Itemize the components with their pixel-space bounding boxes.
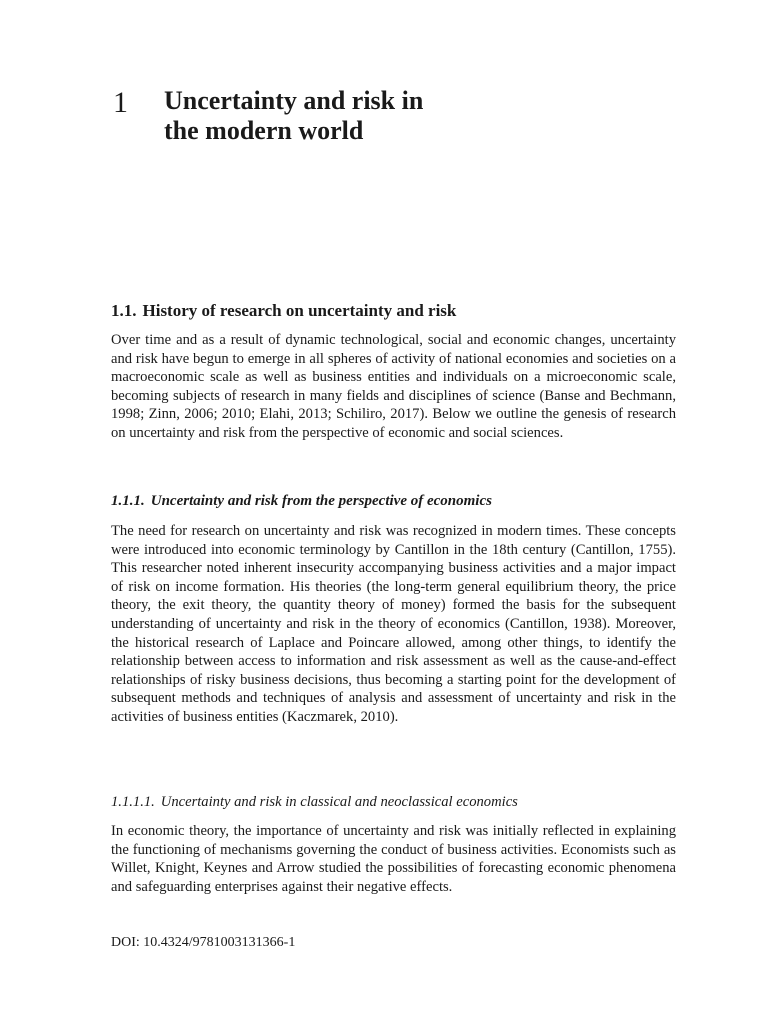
section-title: History of research on uncertainty and risk xyxy=(142,301,457,320)
subsubsection-number: 1.1.1.1. xyxy=(111,794,155,810)
chapter-title xyxy=(164,86,584,146)
document-page xyxy=(111,0,676,1024)
subsection-number: 1.1.1. xyxy=(111,493,145,509)
subsection-title: Uncertainty and risk from the perspective of economics xyxy=(150,493,492,509)
section-paragraph: Over time and as a result of dynamic technological, social and economic changes, uncertainty and risk have begun to emerge in all spheres of activity of national economies and societies on a macroeconomic scale as well as business entities and individuals on a microeconomic scale, becoming subjects of research in many fields and disciplines of science (Banse and Bechmann, 1998; Zinn, 2006; 2010; Elahi, 2013; Schiliro, 2017). Below we outline the genesis of research on uncertainty and risk from the perspective of economic and social sciences. xyxy=(111,332,676,441)
subsection-heading xyxy=(111,491,492,511)
chapter-title-line-1: Uncertainty and risk in xyxy=(164,86,424,115)
doi-footer: DOI: 10.4324/9781003131366-1 xyxy=(111,935,296,950)
subsubsection-paragraph: In economic theory, the importance of uncertainty and risk was initially reflected in explaining the functioning of mechanisms governing the conduct of business activities. Economists such as Willet, Knight, Keynes and Arrow studied the possibilities of forecasting economic phenomena and safeguarding enterprises against their negative effects. xyxy=(111,823,676,895)
section-number: 1.1. xyxy=(111,301,137,320)
chapter-number: 1 xyxy=(113,86,128,119)
subsubsection-heading xyxy=(111,792,518,812)
subsubsection-title: Uncertainty and risk in classical and neoclassical economics xyxy=(160,794,518,810)
section-heading xyxy=(111,300,676,322)
chapter-title-line-2: the modern world xyxy=(164,116,364,145)
subsection-paragraph: The need for research on uncertainty and risk was recognized in modern times. These concepts were introduced into economic terminology by Cantillon in the 18th century (Cantillon, 1755). This researcher noted inherent insecurity accompanying business activities and a major impact of risk on income formation. His theories (the long-term general equilibrium theory, the price theory, the exit theory, the quantity theory of money) formed the basis for the subsequent understanding of uncertainty and risk in the theory of economics (Cantillon, 1938). Moreover, the historical research of Laplace and Poincare allowed, among other things, to identify the relationship between access to information and risk assessment as well as the cause-and-effect relationships of risky business decisions, thus becoming a starting point for the development of subsequent methods and techniques of analysis and assessment of uncertainty and risk in the activities of business entities (Kaczmarek, 2010). xyxy=(111,523,676,725)
